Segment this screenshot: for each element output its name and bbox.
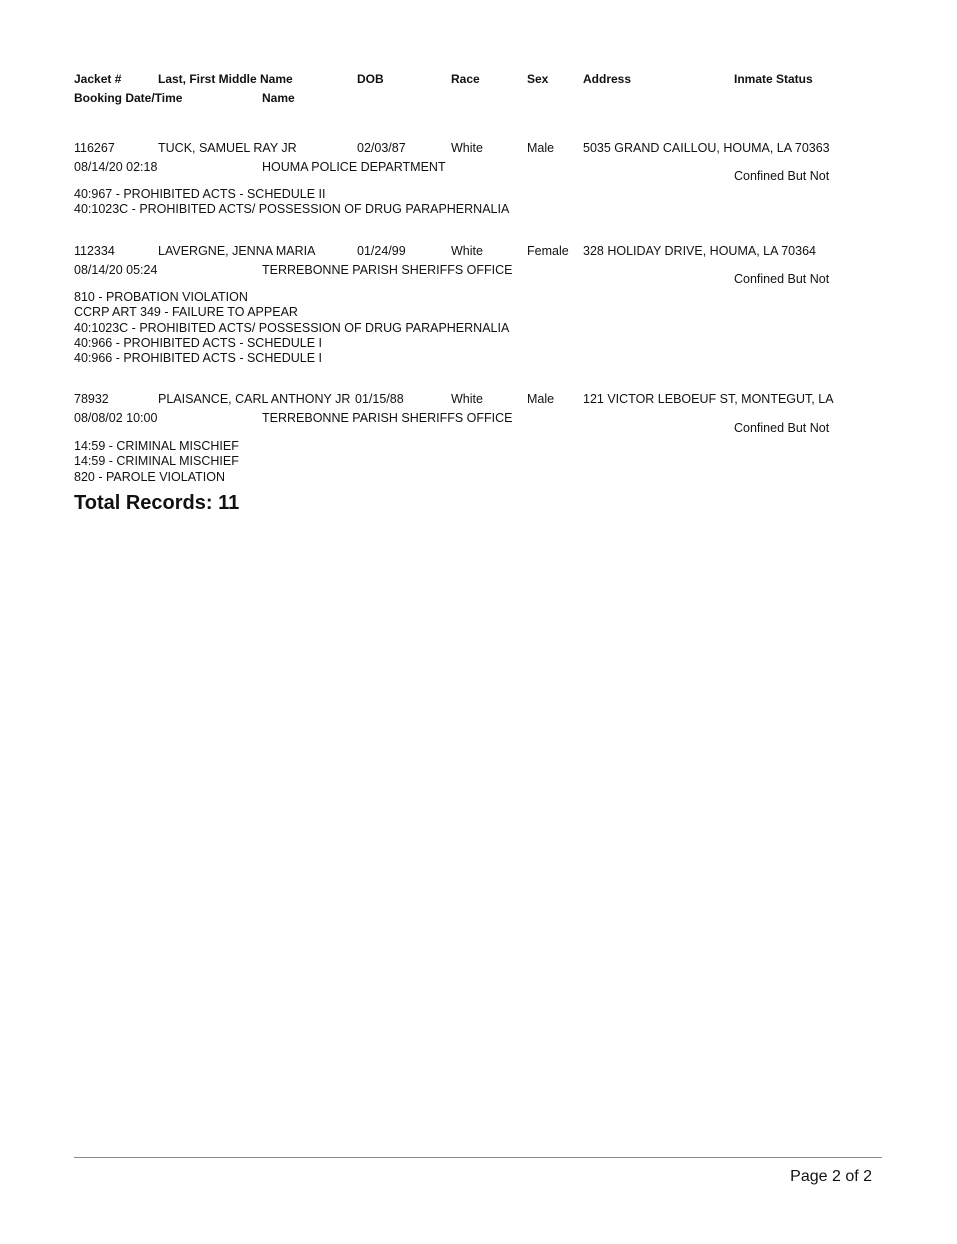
record-address: 328 HOLIDAY DRIVE, HOUMA, LA 70364	[583, 244, 816, 258]
header-booking-datetime: Booking Date/Time	[74, 91, 183, 105]
charge-line: 40:966 - PROHIBITED ACTS - SCHEDULE I	[74, 351, 322, 366]
record-agency: TERREBONNE PARISH SHERIFFS OFFICE	[262, 411, 513, 425]
record-charges	[74, 290, 509, 366]
charge-line: CCRP ART 349 - FAILURE TO APPEAR	[74, 305, 298, 320]
record-race: White	[451, 392, 483, 406]
record-agency: HOUMA POLICE DEPARTMENT	[262, 160, 446, 174]
record-booking: 08/14/20 05:24	[74, 263, 158, 277]
record-jacket: 116267	[74, 141, 115, 155]
record-address: 121 VICTOR LEBOEUF ST, MONTEGUT, LA	[583, 392, 834, 406]
header-name: Last, First Middle Name	[158, 72, 293, 86]
record-sex: Female	[527, 244, 569, 258]
total-records: Total Records: 11	[74, 492, 240, 514]
record-jacket: 112334	[74, 244, 115, 258]
record-agency: TERREBONNE PARISH SHERIFFS OFFICE	[262, 263, 513, 277]
header-race: Race	[451, 72, 480, 86]
record-race: White	[451, 244, 483, 258]
header-address: Address	[583, 72, 632, 86]
record-booking: 08/14/20 02:18	[74, 160, 158, 174]
record-status: Confined But Not	[734, 169, 830, 183]
header-sex: Sex	[527, 72, 549, 86]
record-status: Confined But Not	[734, 272, 830, 286]
header-dob: DOB	[357, 72, 384, 86]
record-dob: 01/15/88	[355, 392, 404, 406]
record-charges	[74, 439, 239, 485]
charge-line: 40:967 - PROHIBITED ACTS - SCHEDULE II	[74, 187, 326, 201]
record-name: TUCK, SAMUEL RAY JR	[158, 141, 297, 155]
record-address: 5035 GRAND CAILLOU, HOUMA, LA 70363	[583, 141, 830, 155]
record-booking: 08/08/02 10:00	[74, 411, 158, 425]
header-jacket: Jacket #	[74, 72, 122, 86]
charge-line: 810 - PROBATION VIOLATION	[74, 290, 248, 304]
record-dob: 01/24/99	[357, 244, 406, 258]
charge-line: 40:1023C - PROHIBITED ACTS/ POSSESSION OF DRUG PARAPHERNALIA	[74, 202, 510, 217]
record-race: White	[451, 141, 483, 155]
charge-line: 14:59 - CRIMINAL MISCHIEF	[74, 439, 239, 453]
header-agency-name: Name	[262, 91, 295, 105]
footer-divider	[74, 1157, 882, 1158]
record-jacket: 78932	[74, 392, 109, 406]
record-name: LAVERGNE, JENNA MARIA	[158, 244, 316, 258]
record-dob: 02/03/87	[357, 141, 406, 155]
record-charges	[74, 187, 509, 218]
record-status: Confined But Not	[734, 421, 830, 435]
charge-line: 40:966 - PROHIBITED ACTS - SCHEDULE I	[74, 335, 322, 350]
record-name: PLAISANCE, CARL ANTHONY JR	[158, 392, 351, 406]
header-inmate-status: Inmate Status	[734, 72, 813, 86]
record-sex: Male	[527, 141, 555, 155]
charge-line: 14:59 - CRIMINAL MISCHIEF	[74, 454, 239, 469]
record-sex: Male	[527, 392, 555, 406]
charge-line: 40:1023C - PROHIBITED ACTS/ POSSESSION OF DRUG PARAPHERNALIA	[74, 320, 510, 335]
page-number: Page 2 of 2	[790, 1168, 872, 1185]
charge-line: 820 - PAROLE VIOLATION	[74, 469, 225, 484]
